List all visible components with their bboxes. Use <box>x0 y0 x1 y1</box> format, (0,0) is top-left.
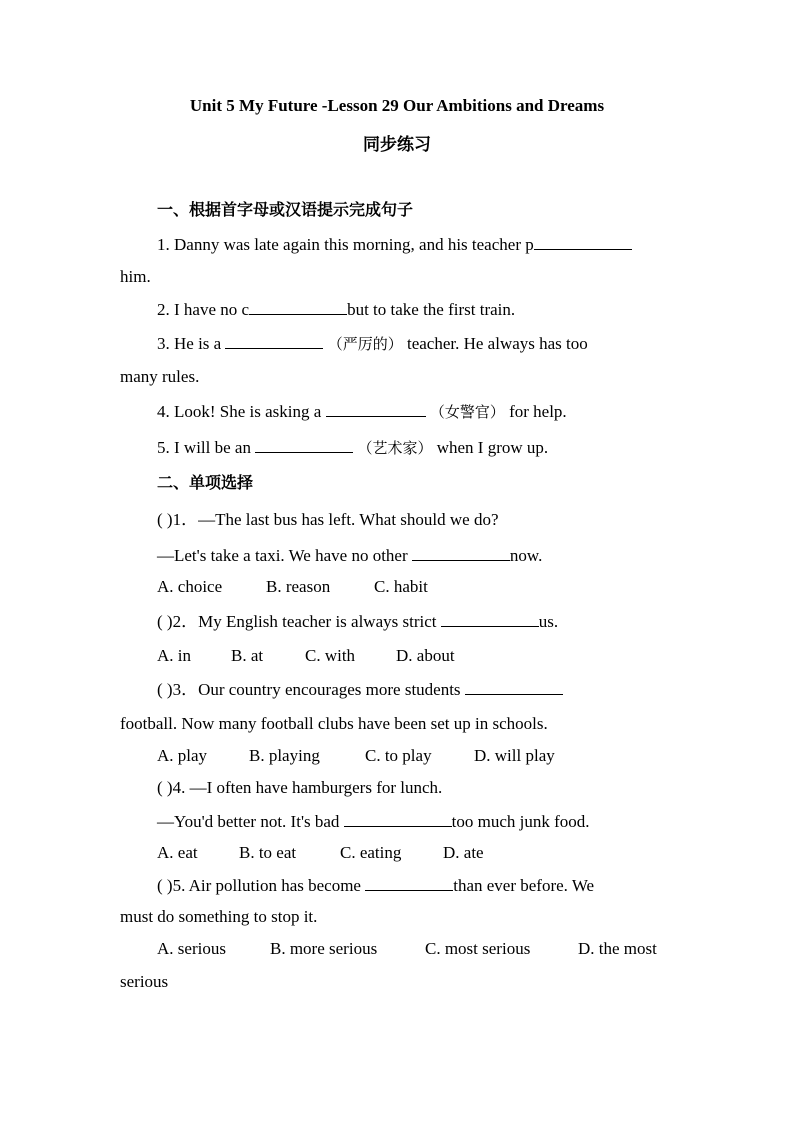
s2-q5-stem-line2: must do something to stop it. <box>120 907 318 926</box>
answer-blank[interactable] <box>412 544 510 561</box>
s2-q4-stem2-b: too much junk food. <box>451 812 590 831</box>
answer-blank[interactable] <box>326 400 426 417</box>
s1-q3-prefix: 3. He is a <box>157 334 222 353</box>
s2-q3-stem <box>157 678 563 701</box>
s2-q1-option-b[interactable]: B. reason <box>266 577 331 596</box>
s2-q5-stem-a: ( )5. Air pollution has become <box>157 876 361 895</box>
answer-blank[interactable] <box>365 874 453 891</box>
s2-q2-option-d[interactable]: D. about <box>396 646 455 665</box>
s1-question-3 <box>157 332 588 355</box>
s1-q3-continuation: many rules. <box>120 367 200 386</box>
s2-q2-stem-a: ( )2．My English teacher is always strict <box>157 612 437 631</box>
answer-blank[interactable] <box>255 436 353 453</box>
answer-blank[interactable] <box>465 678 563 695</box>
s2-q3-option-c[interactable]: C. to play <box>365 746 432 765</box>
s1-q2-prefix: 2. I have no c <box>157 300 250 319</box>
s2-q1-stem: ( )1．—The last bus has left. What should we do? <box>157 510 499 529</box>
s2-q2-option-b[interactable]: B. at <box>231 646 264 665</box>
s2-q3-option-d[interactable]: D. will play <box>474 746 555 765</box>
s2-q5-stem-b: than ever before. We <box>453 876 595 895</box>
section2-heading: 二、单项选择 <box>157 473 254 492</box>
s2-q4-option-a[interactable]: A. eat <box>157 843 198 862</box>
s2-q3-option-b[interactable]: B. playing <box>249 746 320 765</box>
document-title: Unit 5 My Future -Lesson 29 Our Ambitions and Dreams <box>189 96 605 115</box>
answer-blank[interactable] <box>225 332 323 349</box>
s2-q3-option-a[interactable]: A. play <box>157 746 208 765</box>
s1-question-1 <box>157 233 632 256</box>
s2-q1-stem2-b: now. <box>509 546 543 565</box>
s1-question-5 <box>157 436 548 459</box>
s2-q1-stem2-a: —Let's take a taxi. We have no other <box>157 546 408 565</box>
s2-q2-stem-b: us. <box>538 612 559 631</box>
document-subtitle: 同步练习 <box>363 135 431 155</box>
s2-q4-stem2-a: —You'd better not. It's bad <box>157 812 340 831</box>
s2-q2-option-a[interactable]: A. in <box>157 646 191 665</box>
s2-q1-option-c[interactable]: C. habit <box>374 577 428 596</box>
s1-q2-suffix: but to take the first train. <box>347 300 516 319</box>
s2-q4-option-d[interactable]: D. ate <box>443 843 484 862</box>
s2-q5-option-d-wrap: serious <box>120 972 169 991</box>
s1-q3-suffix: teacher. He always has too <box>406 334 588 353</box>
answer-blank[interactable] <box>344 810 452 827</box>
s2-q1-stem-line2 <box>157 544 542 567</box>
s1-q4-prefix: 4. Look! She is asking a <box>157 402 322 421</box>
s1-q1-continuation: him. <box>120 267 151 286</box>
s1-q5-prefix: 5. I will be an <box>157 438 251 457</box>
s2-q1-option-a[interactable]: A. choice <box>157 577 223 596</box>
answer-blank[interactable] <box>249 298 347 315</box>
s2-q5-option-a[interactable]: A. serious <box>157 939 226 958</box>
s1-q3-hint: （严厉的） <box>327 335 403 353</box>
s1-question-4 <box>157 400 567 423</box>
s2-q2-stem <box>157 610 558 633</box>
s2-q4-stem: ( )4. —I often have hamburgers for lunch. <box>157 778 443 797</box>
s1-question-2 <box>157 298 515 321</box>
section1-heading: 一、根据首字母或汉语提示完成句子 <box>157 200 414 219</box>
s2-q5-option-c[interactable]: C. most serious <box>425 939 531 958</box>
answer-blank[interactable] <box>441 610 539 627</box>
s2-q5-option-d[interactable]: D. the most <box>578 939 657 958</box>
s2-q5-option-b[interactable]: B. more serious <box>270 939 378 958</box>
s2-q5-stem <box>157 874 594 897</box>
s1-q4-suffix: for help. <box>509 402 567 421</box>
s1-q4-hint: （女警官） <box>429 403 505 421</box>
s2-q4-stem-line2 <box>157 810 590 833</box>
s1-q5-suffix: when I grow up. <box>436 438 549 457</box>
s1-q1-text: 1. Danny was late again this morning, and his teacher p <box>157 235 534 254</box>
s2-q4-option-b[interactable]: B. to eat <box>239 843 297 862</box>
s2-q4-option-c[interactable]: C. eating <box>340 843 402 862</box>
s2-q3-stem-line2: football. Now many football clubs have been set up in schools. <box>120 714 548 733</box>
s2-q2-option-c[interactable]: C. with <box>305 646 356 665</box>
s2-q3-stem-a: ( )3．Our country encourages more students <box>157 680 461 699</box>
answer-blank[interactable] <box>534 233 632 250</box>
s1-q5-hint: （艺术家） <box>357 439 433 457</box>
